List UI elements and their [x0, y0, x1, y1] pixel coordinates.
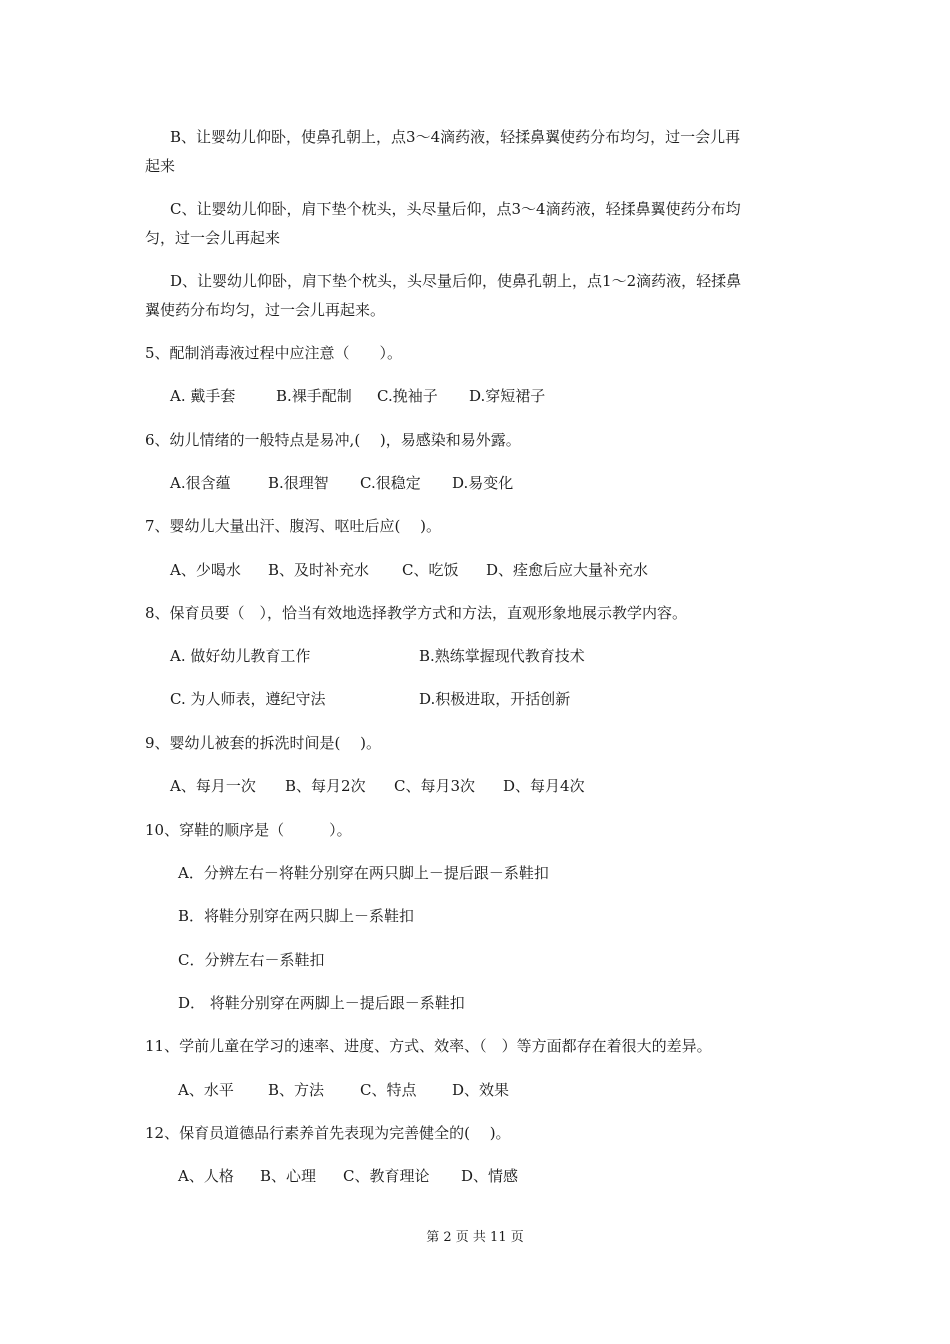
question-6-stem: 6、幼儿情绪的一般特点是易冲,( )，易感染和易外露。: [145, 431, 521, 449]
q9-option-b: B、每月2次: [285, 777, 366, 795]
q5-option-a: A. 戴手套: [170, 387, 236, 405]
q4-option-c-line1: C、让婴幼儿仰卧，肩下垫个枕头，头尽量后仰，点3～4滴药液，轻揉鼻翼使药分布均: [170, 200, 741, 218]
q6-option-b: B.很理智: [268, 474, 329, 492]
q4-option-b-line1: B、让婴幼儿仰卧，使鼻孔朝上，点3～4滴药液，轻揉鼻翼使药分布均匀，过一会儿再: [170, 128, 741, 146]
q6-option-a: A.很含蕴: [170, 474, 231, 492]
q5-option-c: C.挽袖子: [377, 387, 438, 405]
q9-option-c: C、每月3次: [394, 777, 476, 795]
question-12-stem: 12、保育员道德品行素养首先表现为完善健全的( )。: [145, 1124, 511, 1142]
q10-option-a: A．分辨左右－将鞋分别穿在两只脚上－提后跟－系鞋扣: [178, 864, 549, 882]
question-7-options: [0, 560, 950, 580]
q8-option-d: D.积极进取，开括创新: [419, 690, 571, 708]
page-footer: 第 2 页 共 11 页: [426, 1230, 524, 1245]
q10-option-b: B．将鞋分别穿在两只脚上－系鞋扣: [178, 907, 415, 925]
q4-option-d-line1: D、让婴幼儿仰卧，肩下垫个枕头，头尽量后仰，使鼻孔朝上，点1～2滴药液，轻揉鼻: [170, 272, 742, 290]
q7-option-c: C、吃饭: [402, 561, 459, 579]
question-7-stem: 7、婴幼儿大量出汗、腹泻、呕吐后应( )。: [145, 517, 442, 535]
q10-option-d: D． 将鞋分别穿在两脚上－提后跟－系鞋扣: [178, 994, 465, 1012]
q12-option-c: C、教育理论: [343, 1167, 430, 1185]
q11-option-a: A、水平: [178, 1081, 234, 1099]
q9-option-d: D、每月4次: [503, 777, 585, 795]
q7-option-b: B、及时补充水: [268, 561, 370, 579]
q8-option-a: A. 做好幼儿教育工作: [170, 647, 311, 665]
q4-option-b-line2: 起来: [145, 157, 176, 175]
q12-option-b: B、心理: [260, 1167, 317, 1185]
question-8-stem: 8、保育员要（ ），恰当有效地选择教学方式和方法，直观形象地展示教学内容。: [145, 604, 688, 622]
question-6-options: [0, 473, 950, 493]
question-9-options: [0, 776, 950, 796]
q8-option-c: C. 为人师表，遵纪守法: [170, 690, 326, 708]
question-8-options-row1: [0, 646, 950, 666]
question-9-stem: 9、婴幼儿被套的拆洗时间是( )。: [145, 734, 382, 752]
q11-option-c: C、特点: [360, 1081, 417, 1099]
q9-option-a: A、每月一次: [170, 777, 256, 795]
question-11-stem: 11、学前儿童在学习的速率、进度、方式、效率、（ ）等方面都存在着很大的差异。: [145, 1037, 712, 1055]
question-12-options: [0, 1166, 950, 1186]
q5-option-b: B.裸手配制: [276, 387, 352, 405]
q5-option-d: D.穿短裙子: [469, 387, 546, 405]
question-11-options: [0, 1080, 950, 1100]
question-10-stem: 10、穿鞋的顺序是（ ）。: [145, 821, 352, 839]
question-5-options: [0, 386, 950, 406]
q11-option-d: D、效果: [452, 1081, 510, 1099]
q6-option-d: D.易变化: [452, 474, 514, 492]
q10-option-c: C．分辨左右－系鞋扣: [178, 951, 325, 969]
question-8-options-row2: [0, 689, 950, 709]
q11-option-b: B、方法: [268, 1081, 325, 1099]
q7-option-a: A、少喝水: [170, 561, 241, 579]
q8-option-b: B.熟练掌握现代教育技术: [419, 647, 585, 665]
q12-option-a: A、人格: [178, 1167, 234, 1185]
question-5-stem: 5、配制消毒液过程中应注意（ ）。: [145, 344, 403, 362]
q7-option-d: D、痊愈后应大量补充水: [486, 561, 649, 579]
q6-option-c: C.很稳定: [360, 474, 421, 492]
q4-option-c-line2: 匀，过一会儿再起来: [145, 229, 281, 247]
q4-option-d-line2: 翼使药分布均匀，过一会儿再起来。: [145, 301, 386, 319]
q12-option-d: D、情感: [461, 1167, 519, 1185]
